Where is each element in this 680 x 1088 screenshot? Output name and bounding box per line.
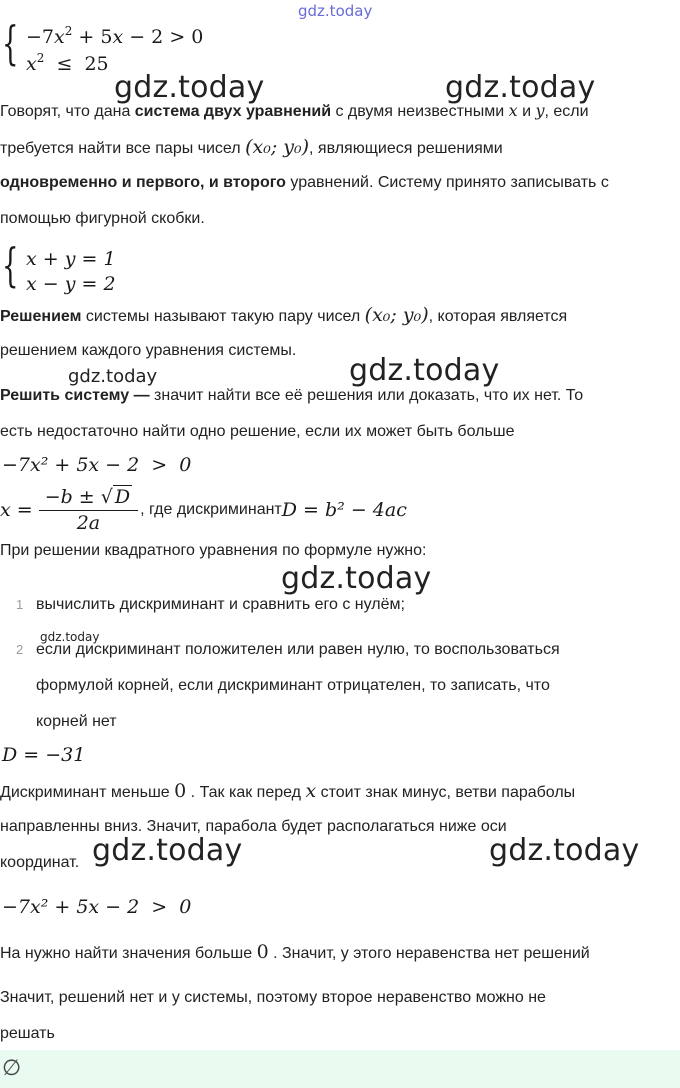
paragraph-steps-intro: При решении квадратного уравнения по формуле нужно: <box>0 542 427 559</box>
watermark: gdz.today <box>40 630 100 644</box>
paragraph-no-solutions: На нужно найти значения больше 0 . Значит, у этого неравенства нет решений <box>0 941 590 963</box>
quadratic-formula <box>0 482 407 538</box>
system1-ineq1: $-7x^2 + 5x - 2 > 0$ <box>26 24 204 48</box>
inequality-repeat: −7x² + 5x − 2 > 0 <box>2 454 192 476</box>
watermark: gdz.today <box>445 70 596 105</box>
list-number: 1 <box>16 597 24 612</box>
paragraph-system-def-line2: требуется найти все пары чисел (x₀; y₀), являющиеся решениями <box>0 136 503 158</box>
list-item-continued: формулой корней, если дискриминант отрицателен, то записать, что <box>36 677 550 694</box>
paragraph-solution-def-line2: решением каждого уравнения системы. <box>0 342 297 359</box>
formula-lhs: x = <box>0 499 33 521</box>
paragraph-parabola-line3: координат. <box>0 854 80 871</box>
system2-eq2: x − y = 2 <box>26 273 116 295</box>
paragraph-system-def-line3: одновременно и первого, и второго уравнений. Систему принято записывать с <box>0 174 609 191</box>
system2-eq1: x + y = 1 <box>26 248 116 270</box>
watermark-top: gdz.today <box>298 2 373 20</box>
paragraph-system-def-line1: Говорят, что дана система двух уравнений с двумя неизвестными x и y, если <box>0 101 589 120</box>
system-brace: { <box>2 18 19 71</box>
watermark: gdz.today <box>68 366 158 387</box>
formula-fraction: $\frac{-b \pm √ D}{2a}$ <box>39 486 138 534</box>
discriminant-value: D = −31 <box>2 744 86 766</box>
list-item-continued: корней нет <box>36 713 117 730</box>
paragraph-parabola-line1: Дискриминант меньше 0 . Так как перед x стоит знак минус, ветви параболы <box>0 780 576 802</box>
inequality-repeat: −7x² + 5x − 2 > 0 <box>2 896 192 918</box>
answer-box <box>0 1050 680 1088</box>
list-item: если дискриминант положителен или равен нулю, то воспользоваться <box>36 641 560 658</box>
paragraph-conclusion-line1: Значит, решений нет и у системы, поэтому второе неравенство можно не <box>0 989 546 1006</box>
paragraph-conclusion-line2: решать <box>0 1025 55 1042</box>
watermark: gdz.today <box>489 833 640 868</box>
watermark: gdz.today <box>92 833 243 868</box>
watermark: gdz.today <box>114 70 265 105</box>
discriminant-formula: D = b² − 4ac <box>281 499 407 521</box>
watermark: gdz.today <box>281 561 432 596</box>
system1-ineq2: $x^2 \le 25$ <box>26 51 109 75</box>
formula-text: , где дискриминант <box>140 501 282 518</box>
list-item: вычислить дискриминант и сравнить его с нулём; <box>36 596 405 613</box>
list-number: 2 <box>16 642 24 657</box>
system-brace: { <box>2 240 19 293</box>
answer-empty-set: ∅ <box>2 1056 22 1081</box>
paragraph-solve-def-line1: Решить систему — значит найти все её решения или доказать, что их нет. То <box>0 387 584 404</box>
watermark: gdz.today <box>349 353 500 388</box>
paragraph-solve-def-line2: есть недостаточно найти одно решение, если их может быть больше <box>0 423 515 440</box>
paragraph-system-def-line4: помощью фигурной скобки. <box>0 210 205 227</box>
paragraph-solution-def-line1: Решением системы называют такую пару чисел (x₀; y₀), которая является <box>0 304 568 326</box>
paragraph-parabola-line2: направленны вниз. Значит, парабола будет располагаться ниже оси <box>0 818 507 835</box>
